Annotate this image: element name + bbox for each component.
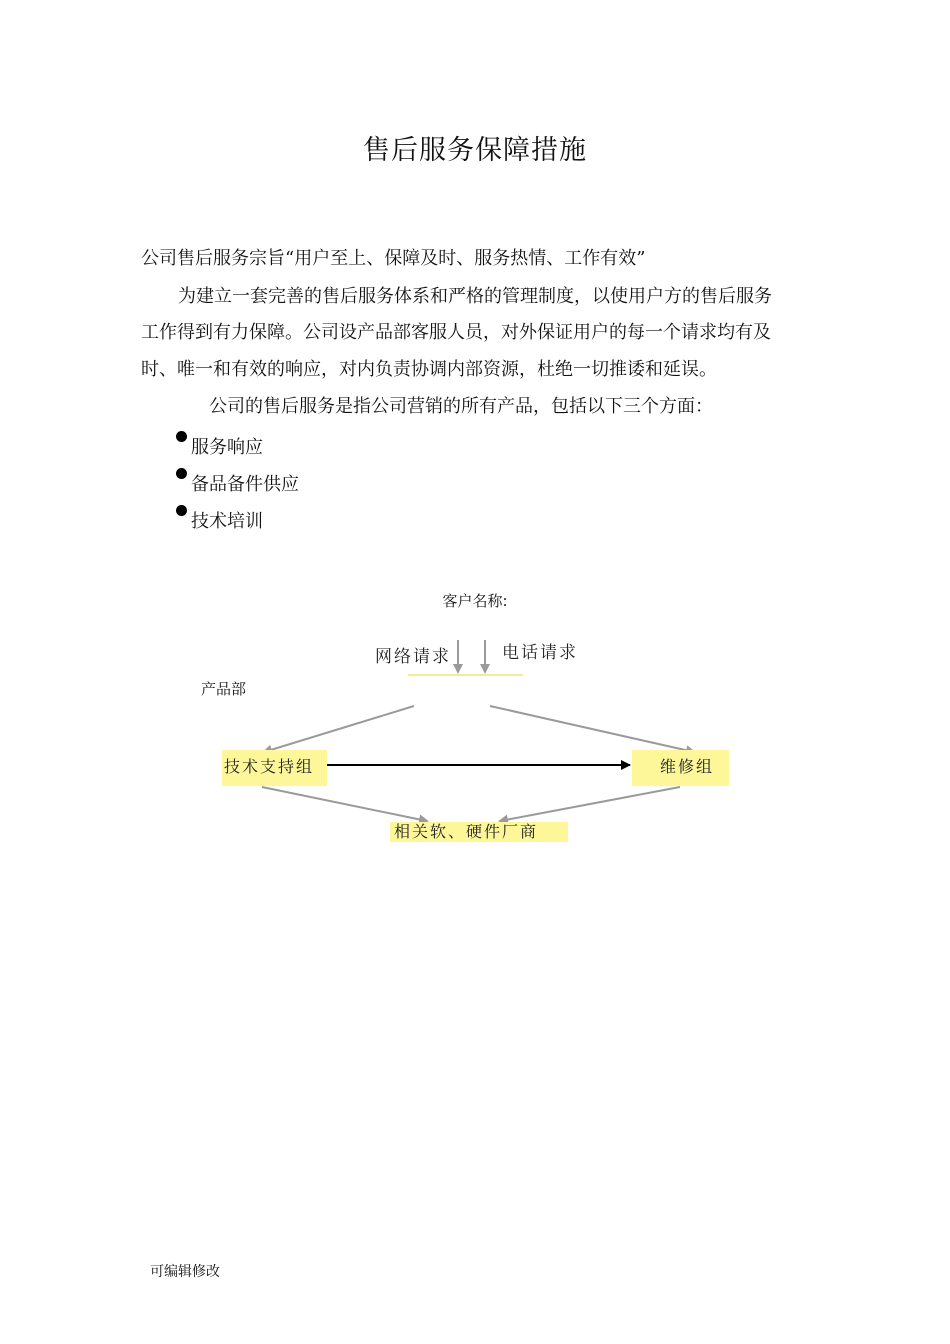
bullet-text: 技术培训 (191, 511, 263, 532)
repair-group-label: 维修组 (660, 757, 715, 776)
paragraph-line-3: 时、唯一和有效的响应，对内负责协调内部资源，杜绝一切推诿和延误。 (141, 359, 717, 380)
paragraph-mission: 公司售后服务宗旨“用户至上、保障及时、服务热情、工作有效” (141, 248, 646, 269)
repair-group-box (632, 750, 729, 786)
bullet-text: 服务响应 (191, 437, 263, 458)
dept-to-repair-arrow (490, 706, 694, 752)
tech-support-group-box (222, 750, 327, 786)
page-title: 售后服务保障措施 (363, 135, 587, 166)
bullet-icon (176, 431, 187, 442)
paragraph-line-1: 为建立一套完善的售后服务体系和严格的管理制度，以使用户方的售后服务 (178, 286, 772, 307)
customer-name-label: 客户名称: (442, 592, 508, 610)
repair-to-vendors-arrow (500, 787, 680, 821)
paragraph-scope: 公司的售后服务是指公司营销的所有产品，包括以下三个方面： (209, 396, 713, 417)
tech-support-group-label: 技术支持组 (224, 757, 315, 776)
bullet-text: 备品备件供应 (191, 474, 299, 495)
bullet-icon (176, 468, 187, 479)
vendors-box (390, 822, 568, 842)
paragraph-line-2: 工作得到有力保障。公司设产品部客服人员，对外保证用户的每一个请求均有及 (141, 322, 771, 343)
tech-to-vendors-arrow (262, 787, 427, 821)
phone-request-label: 电话请求 (502, 643, 578, 663)
vendors-label: 相关软、硬件厂商 (394, 822, 539, 841)
dept-to-tech-arrow (264, 706, 414, 752)
product-department-label: 产品部 (201, 680, 247, 698)
footer-note: 可编辑修改 (150, 1264, 220, 1280)
network-request-label: 网络请求 (375, 647, 451, 667)
bullet-icon (176, 505, 187, 516)
